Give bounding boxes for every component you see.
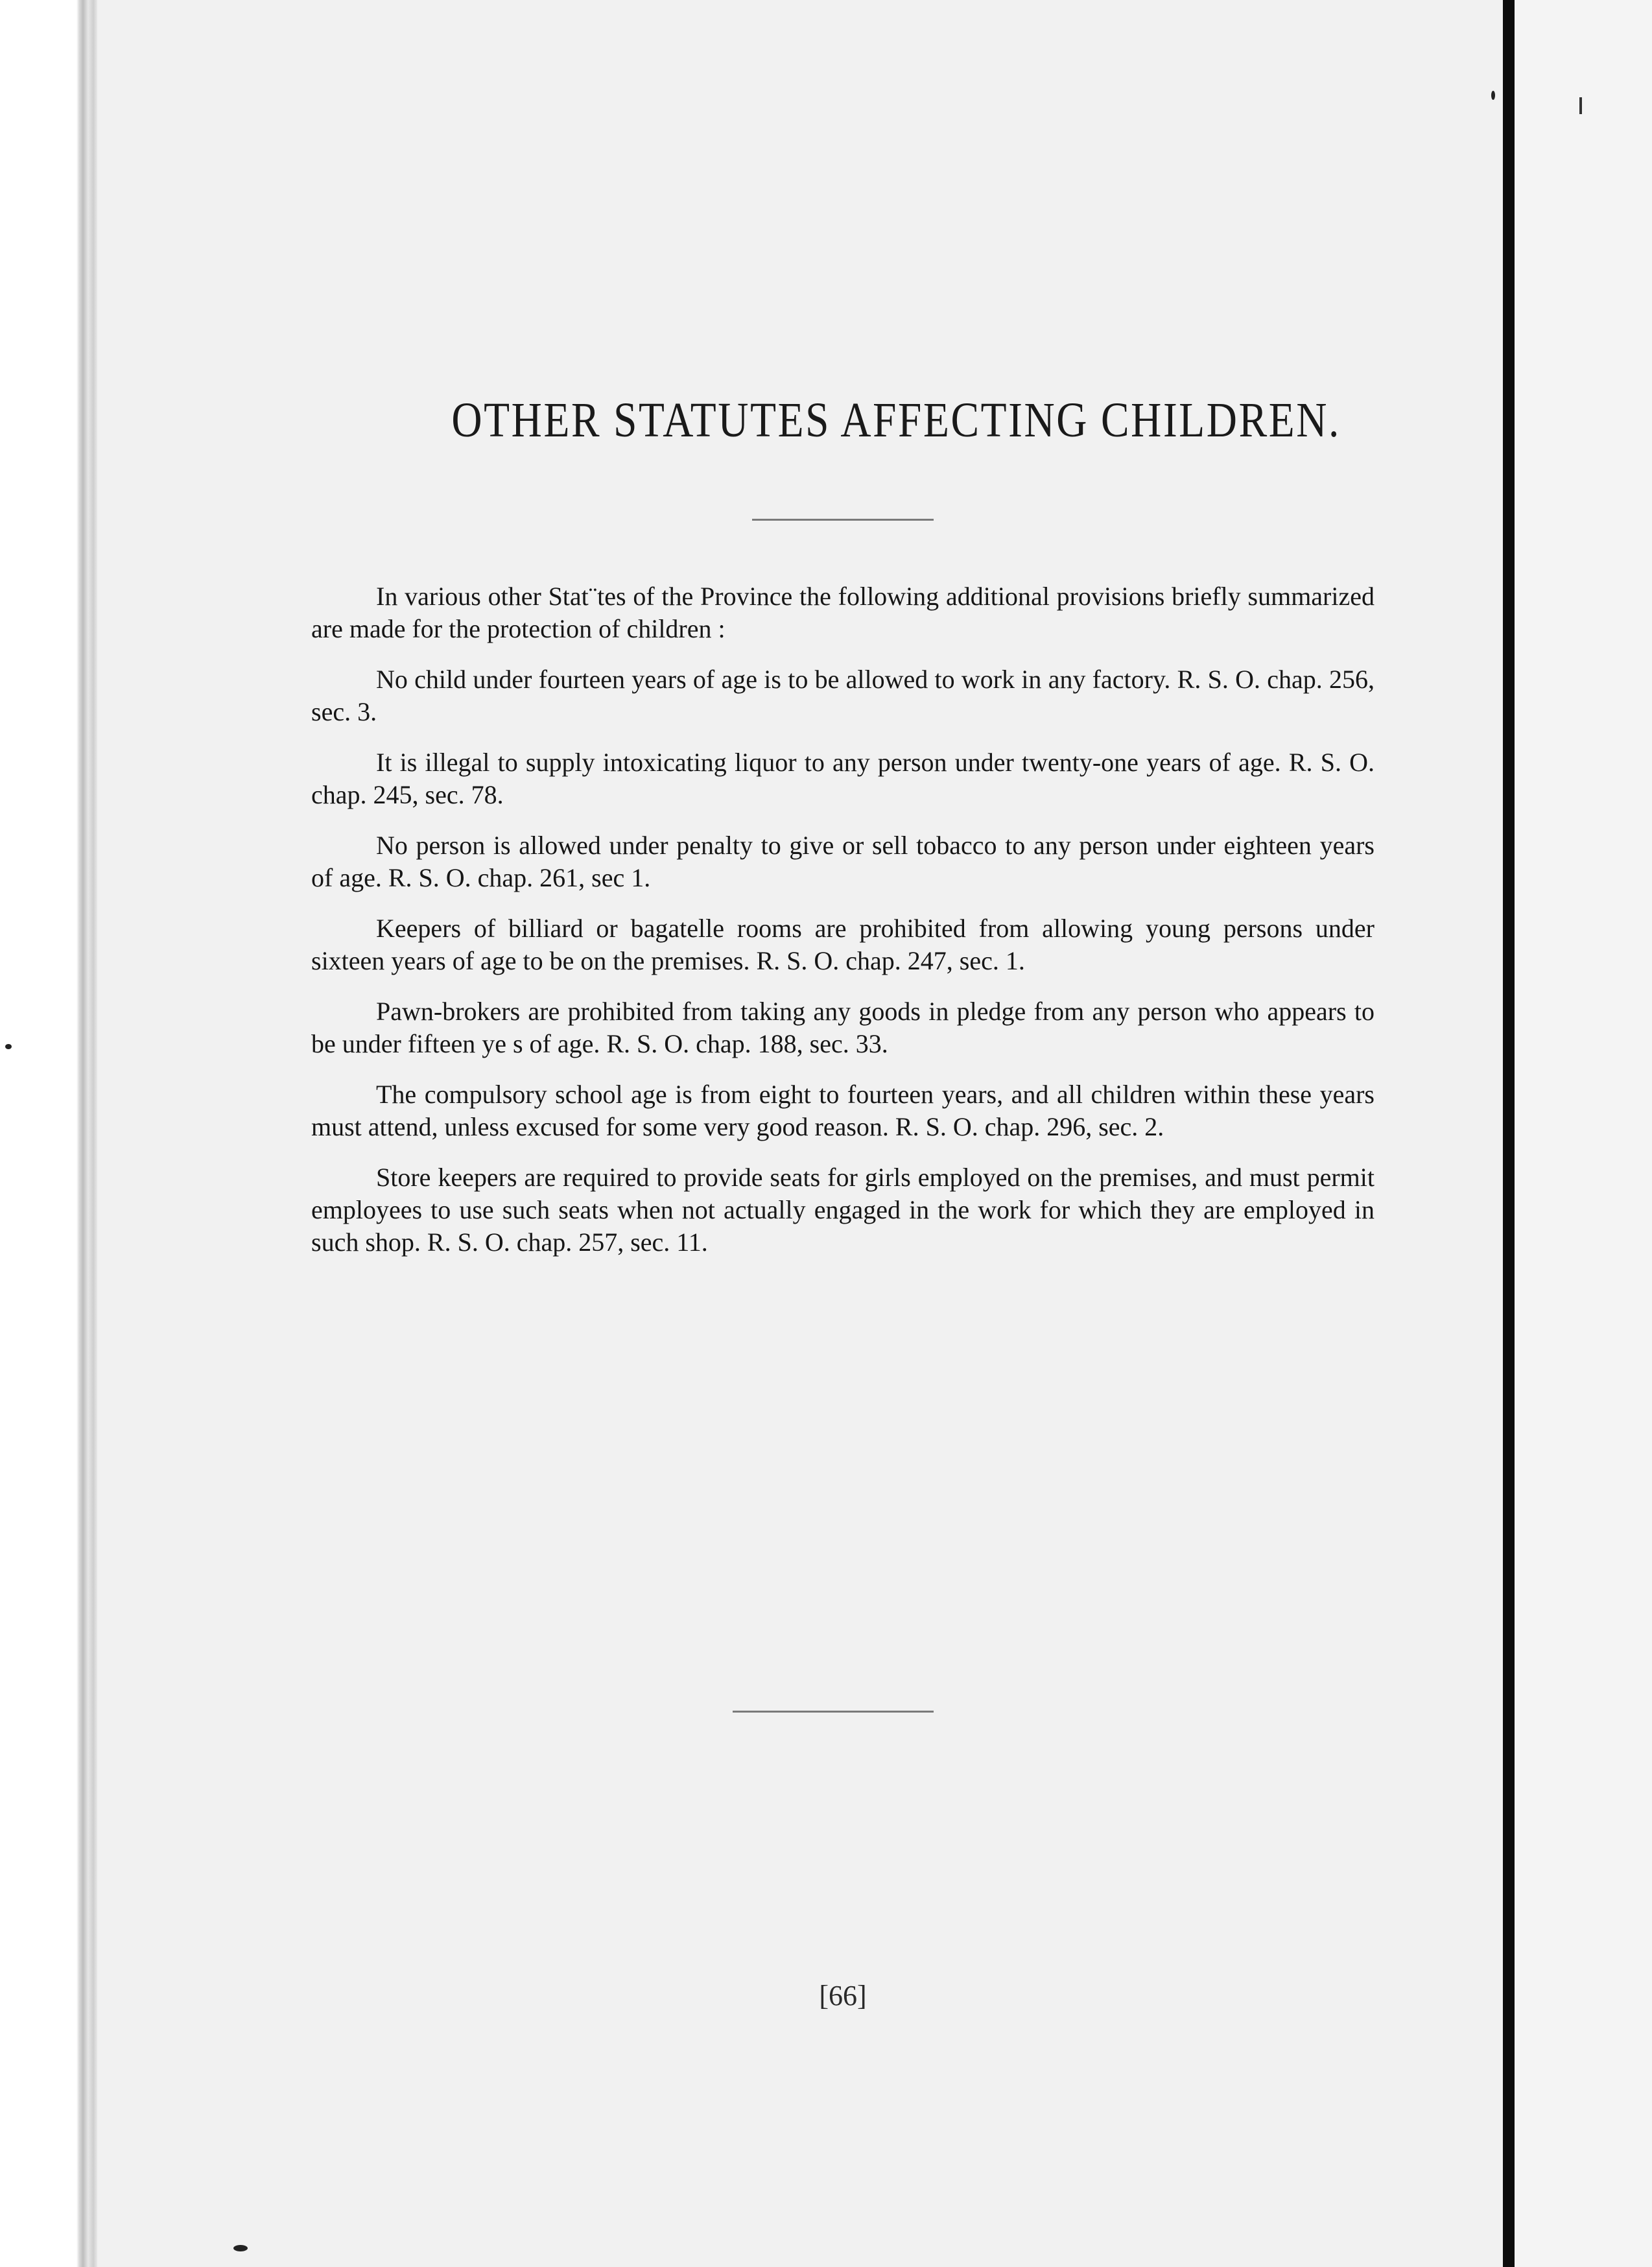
scan-speck [233,2245,248,2251]
statute-paragraph: Pawn-brokers are prohibited from taking any goods in pledge from any person who appears to be under fifteen ye s of age. R. S. O. chap. 188, sec. 33. [311,997,1375,1058]
end-divider [733,1711,934,1713]
page-edge-shadow [1503,0,1515,2267]
statute-paragraph: Keepers of billiard or bagatelle rooms are prohibited from allowing young persons under sixteen years of age to be on the premises. R. S. O. chap. 247, sec. 1. [311,914,1375,975]
statute-list [311,580,1375,1277]
scan-artifact [1579,97,1582,114]
statute-paragraph: The compulsory school age is from eight to fourteen years, and all children within these years must attend, unless excused for some very good reason. R. S. O. chap. 296, sec. 2. [311,1080,1375,1141]
scan-speck [5,1044,12,1049]
title-divider [752,519,934,521]
page-number: [66] [819,1980,867,2012]
statute-paragraph: No child under fourteen years of age is to be allowed to work in any factory. R. S. O. chap. 256, sec. 3. [311,665,1375,726]
intro-paragraph: In various other Stat¨tes of the Province the following additional provisions briefly summarized are made for the protection of children : [311,582,1375,643]
statute-paragraph: Store keepers are required to provide seats for girls employed on the premises, and must permit employees to use such seats when not actually engaged in the work for which they are employed in such shop. R. S. O. chap. 257, sec. 11. [311,1163,1375,1257]
statute-paragraph: No person is allowed under penalty to give or sell tobacco to any person under eighteen years of age. R. S. O. chap. 261, sec 1. [311,831,1375,892]
adjacent-page [1515,0,1652,2267]
page-title: OTHER STATUTES AFFECTING CHILDREN. [451,393,1341,447]
scan-speck [1491,91,1495,100]
statute-paragraph: It is illegal to supply intoxicating liquor to any person under twenty-one years of age. R. S. O. chap. 245, sec. 78. [311,748,1375,809]
